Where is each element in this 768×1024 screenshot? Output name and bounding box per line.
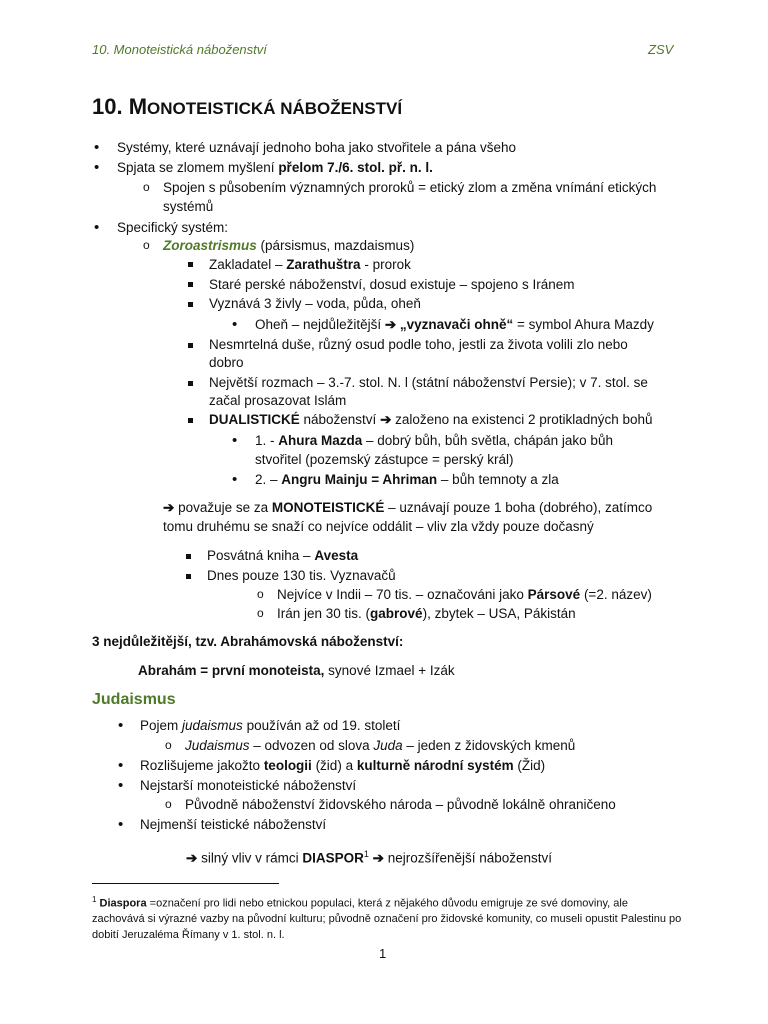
bullet: • — [118, 777, 124, 794]
paragraph: ➔ silný vliv v rámci DIASPOR$^1$ ➔ nejrozšířenější náboženství — [186, 849, 553, 866]
list-item: Zakladatel – Zarathuštra - prorok — [209, 257, 411, 272]
bullet: • — [232, 471, 238, 488]
list-item: Irán jen 30 tis. (gabrové), zbytek – USA, Pákistán — [277, 606, 576, 621]
list-item: 1. - Ahura Mazda – dobrý bůh, bůh světla, chápán jako bůh — [255, 433, 613, 448]
list-item: Pojem judaismus používán až od 19. století — [140, 718, 401, 733]
bullet-square — [188, 302, 193, 307]
footnote-divider — [92, 883, 279, 884]
bullet-circle: o — [257, 587, 264, 601]
section-lead: 3 nejdůležitější, tzv. Abrahámovská náboženství: — [92, 634, 404, 649]
bullet-square — [188, 343, 193, 348]
list-item: 2. – Angru Mainju = Ahriman – bůh temnoty a zla — [255, 472, 559, 487]
list-item: Posvátná kniha – Avesta — [207, 548, 359, 563]
list-item: Specifický systém: — [117, 220, 229, 235]
arrow-icon: ➔ — [186, 850, 198, 866]
page-title: 10. MONOTEISTICKÁ NÁBOŽENSTVÍ — [92, 94, 403, 119]
bullet-square — [186, 574, 191, 579]
list-item-continued: začal prosazovat Islám — [209, 393, 347, 408]
list-item: Oheň – nejdůležitější ➔ „vyznavači ohně“ = symbol Ahura Mazdy — [255, 317, 654, 332]
list-item-continued: stvořitel (pozemský zástupce = perský král) — [255, 452, 514, 467]
list-item-continued: dobro — [209, 355, 244, 370]
bullet-square — [188, 418, 193, 423]
bullet: • — [118, 816, 124, 833]
bullet: • — [94, 139, 100, 156]
list-item: Zoroastrismus (pársismus, mazdaismus) — [163, 238, 415, 253]
arrow-icon: ➔ — [372, 850, 384, 866]
arrow-icon: ➔ — [384, 317, 397, 332]
bullet: • — [94, 159, 100, 176]
bullet-square — [188, 262, 193, 267]
list-item: DUALISTICKÉ náboženství ➔ založeno na existenci 2 protikladných bohů — [209, 412, 653, 427]
bullet: • — [118, 717, 124, 734]
arrow-icon: ➔ — [380, 412, 392, 427]
list-item: Spjata se zlomem myšlení přelom 7./6. stol. př. n. l. — [117, 160, 433, 175]
section-heading: Judaismus — [92, 691, 176, 708]
bullet-square — [188, 381, 193, 386]
bullet: • — [232, 316, 238, 333]
bullet-square — [186, 554, 191, 559]
arrow-icon: ➔ — [163, 500, 175, 515]
list-item: Původně náboženství židovského národa – původně lokálně ohraničeno — [185, 797, 616, 812]
list-item: Vyznává 3 živly – voda, půda, oheň — [209, 296, 421, 311]
bullet-circle: o — [257, 606, 264, 620]
bullet-circle: o — [143, 180, 150, 194]
bullet-square — [188, 282, 193, 287]
running-header-subject: ZSV — [648, 42, 674, 57]
list-item: Judaismus – odvozen od slova Juda – jeden z židovských kmenů — [185, 738, 576, 753]
list-item: Spojen s působením významných proroků = etický zlom a změna vnímání etických — [163, 180, 657, 195]
paragraph-continued: tomu druhému se snaží co nejvíce oddálit – vliv zla vždy pouze dočasný — [163, 519, 594, 534]
bullet: • — [232, 432, 238, 449]
list-item: Nejstarší monoteistické náboženství — [140, 778, 357, 793]
list-item: Největší rozmach – 3.-7. stol. N. l (státní náboženství Persie); v 7. stol. se — [209, 375, 648, 390]
paragraph: ➔ považuje se za MONOTEISTICKÉ – uznávají pouze 1 boha (dobrého), zatímco — [163, 500, 653, 515]
list-item: Systémy, které uznávají jednoho boha jako stvořitele a pána všeho — [117, 140, 516, 155]
footnote-ref: 1 — [363, 849, 369, 859]
list-item: Dnes pouze 130 tis. Vyznavačů — [207, 568, 396, 583]
list-item: Nejmenší teistické náboženství — [140, 817, 327, 832]
bullet: • — [94, 219, 100, 236]
bullet-circle: o — [165, 738, 172, 752]
list-item: Rozlišujeme jakožto teologii (žid) a kulturně národní systém (Žid) — [140, 758, 546, 773]
bullet: • — [118, 757, 124, 774]
list-item: Staré perské náboženství, dosud existuje – spojeno s Iránem — [209, 277, 575, 292]
paragraph: Abrahám = první monoteista, synové Izmael + Izák — [138, 663, 455, 678]
running-header-title: 10. Monoteistická náboženství — [92, 42, 267, 57]
page-number: 1 — [379, 946, 387, 961]
list-item: Nejvíce v Indii – 70 tis. – označováni jako Pársové (=2. název) — [277, 587, 652, 602]
bullet-circle: o — [143, 238, 150, 252]
footnote: $^1$ Diaspora =označení pro lidi nebo etnickou populaci, která z nějakého důvodu emigruje ze své domoviny, ale zachovává si výrazné vazby na původní kulturu; původně označení pro židovské komunity, co museli opustit Palestinu po dobití Jeruzaléma Římany v 1. stol. n. l. — [92, 895, 682, 941]
list-item-continued: systémů — [163, 199, 214, 214]
bullet-circle: o — [165, 797, 172, 811]
list-item: Nesmrtelná duše, různý osud podle toho, jestli za života volili zlo nebo — [209, 337, 628, 352]
